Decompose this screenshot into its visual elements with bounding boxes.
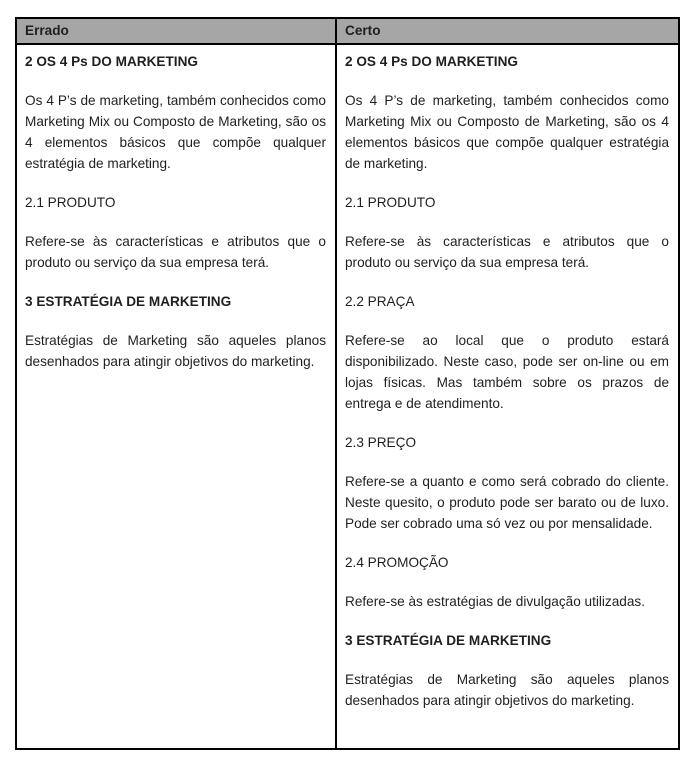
paragraph-os-4-ps: Os 4 P’s de marketing, também conhecidos como Marketing Mix ou Composto de Marketing, são os 4 elementos básicos que compõe qualquer estratégia de marketing. [345,93,669,171]
paragraph-produto: Refere-se às características e atributos que o produto ou serviço da sua empresa terá. [345,234,669,270]
paragraph-promocao: Refere-se às estratégias de divulgação utilizadas. [345,594,645,609]
subheading-produto: 2.1 PRODUTO [25,195,116,210]
heading-estrategia-de-marketing: 3 ESTRATÉGIA DE MARKETING [345,633,552,648]
heading-os-4-ps: 2 OS 4 Ps DO MARKETING [25,54,198,69]
paragraph-praca: Refere-se ao local que o produto estará disponibilizado. Neste caso, pode ser on-line ou em lojas físicas. Mas também sobre os prazos de entrega e de atendimento. [345,333,669,411]
column-header-errado: Errado [16,18,336,44]
paragraph-produto: Refere-se às características e atributos que o produto ou serviço da sua empresa terá. [25,234,326,270]
paragraph-os-4-ps: Os 4 P’s de marketing, também conhecidos como Marketing Mix ou Composto de Marketing, são os 4 elementos básicos que compõe qualquer estratégia de marketing. [25,93,326,171]
heading-estrategia-de-marketing: 3 ESTRATÉGIA DE MARKETING [25,294,232,309]
subheading-produto: 2.1 PRODUTO [345,195,436,210]
body-row [16,44,679,749]
paragraph-estrategia-de-marketing: Estratégias de Marketing são aqueles planos desenhados para atingir objetivos do marketing. [25,333,326,369]
comparison-table [15,17,680,750]
paragraph-estrategia-de-marketing: Estratégias de Marketing são aqueles planos desenhados para atingir objetivos do marketing. [345,672,669,708]
heading-os-4-ps: 2 OS 4 Ps DO MARKETING [345,54,518,69]
subheading-promocao: 2.4 PROMOÇÃO [345,555,449,570]
subheading-praca: 2.2 PRAÇA [345,294,415,309]
column-cell-certo [336,44,679,749]
column-header-certo: Certo [336,18,679,44]
subheading-preco: 2.3 PREÇO [345,435,417,450]
header-row [16,18,679,44]
column-cell-errado [16,44,336,749]
paragraph-preco: Refere-se a quanto e como será cobrado do cliente. Neste quesito, o produto pode ser barato ou de luxo. Pode ser cobrado uma só vez ou por mensalidade. [345,474,669,531]
